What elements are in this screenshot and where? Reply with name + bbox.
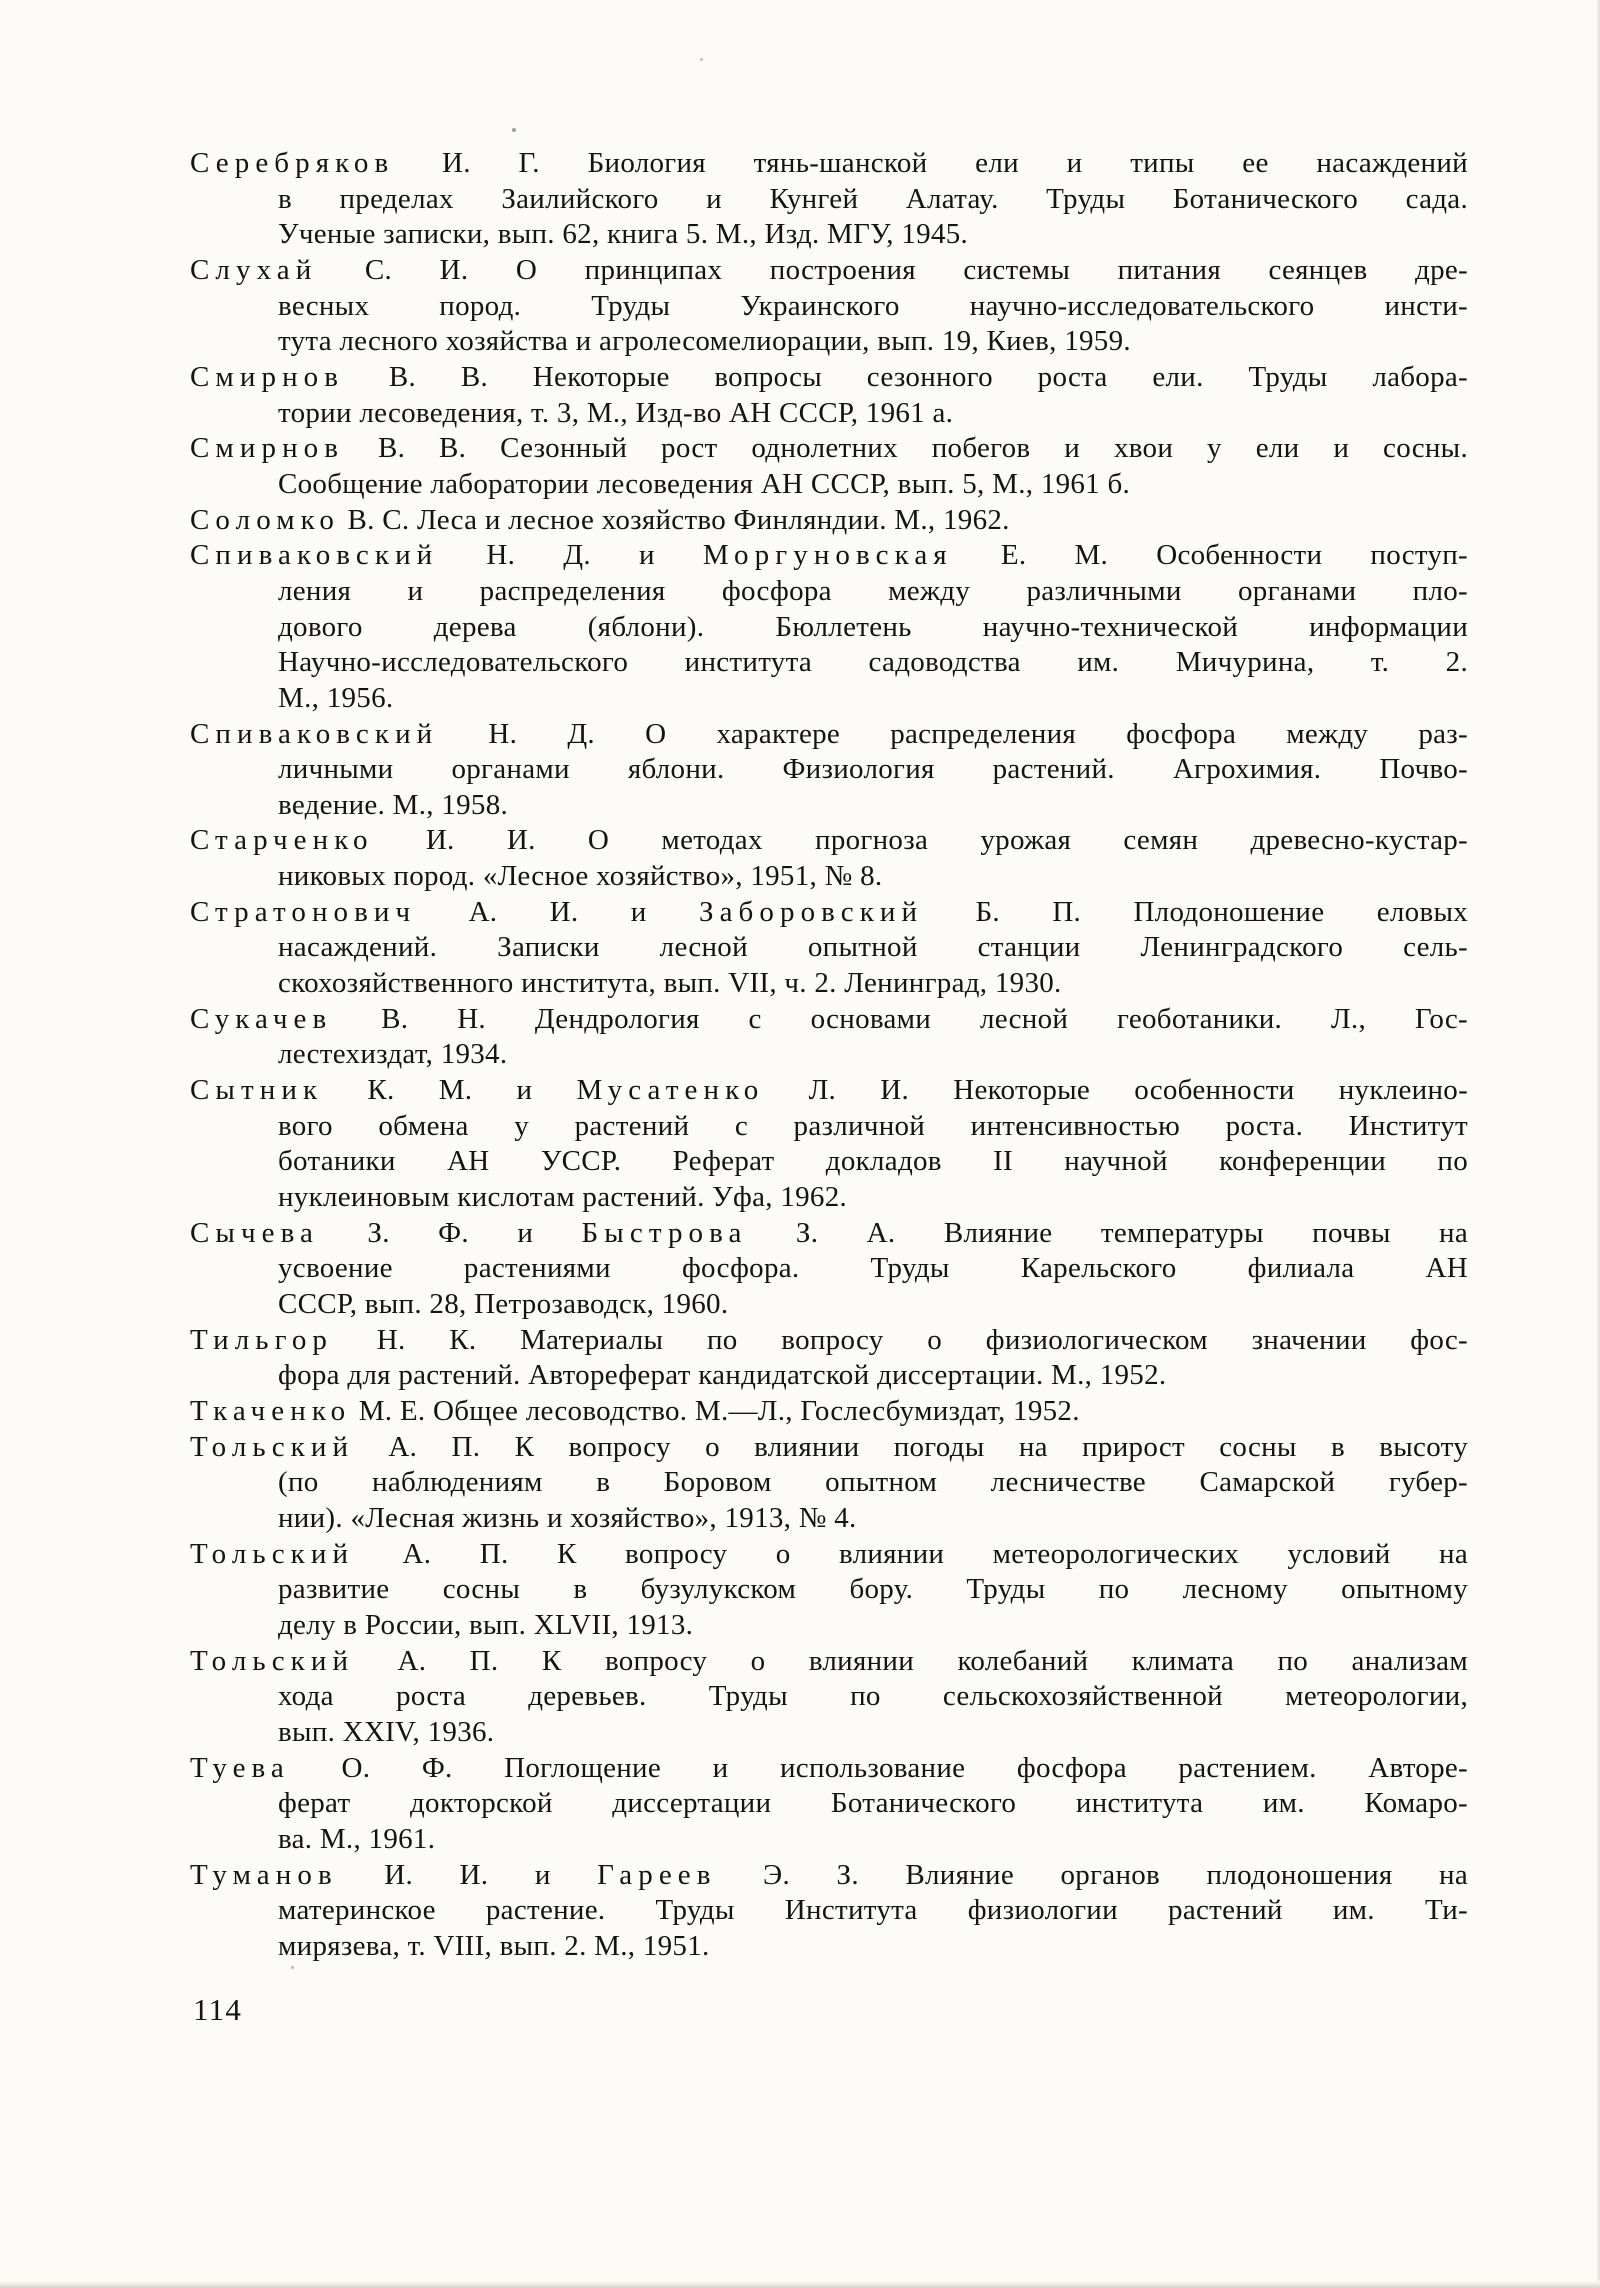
bibliography-entry xyxy=(190,360,1468,431)
author-surname: Тольский xyxy=(190,1430,355,1463)
bibliography-list xyxy=(190,146,1468,1964)
author-surname: Туева xyxy=(190,1751,290,1784)
entry-line: лестехиздат, 1934. xyxy=(278,1038,508,1071)
entry-line: скохозяйственного института, вып. VII, ч. 2. Ленинград, 1930. xyxy=(278,967,1062,1000)
entry-line: в пределах Заилийского и Кунгей Алатау. Труды Ботанического сада. xyxy=(278,182,1468,215)
author-surname: Моргуновская xyxy=(702,539,953,572)
author-surname: Туманов xyxy=(190,1858,338,1891)
author-surname: Ткаченко xyxy=(190,1394,352,1427)
entry-line: личными органами яблони. Физиология растений. Агрохимия. Почво- xyxy=(278,753,1468,786)
entry-line: хода роста деревьев. Труды по сельскохозяйственной метеорологии, xyxy=(278,1680,1468,1713)
entry-line: Ученые записки, вып. 62, книга 5. М., Изд. МГУ, 1945. xyxy=(278,218,969,251)
author-initials: В. В. xyxy=(344,432,467,465)
entry-title-text: Особенности поступ- xyxy=(1156,539,1469,572)
bibliography-entry xyxy=(190,146,1468,253)
author-initials: В. В. xyxy=(344,360,488,393)
bibliography-entry xyxy=(190,1858,1468,1965)
entry-title-text: Леса и лесное хозяйство Финляндии. М., 1962. xyxy=(416,503,1010,536)
entry-first-line xyxy=(190,1002,1468,1038)
author-initials: З. А. xyxy=(747,1216,896,1249)
entry-line: вып. XXIV, 1936. xyxy=(278,1715,495,1748)
entry-line: ведение. М., 1958. xyxy=(278,788,509,821)
author-initials: В. Н. xyxy=(332,1002,486,1035)
entry-first-line xyxy=(190,503,1468,539)
author-initials: Н. Д. и xyxy=(438,539,703,572)
entry-title-text: О характере распределения фосфора между раз- xyxy=(645,717,1468,750)
bibliography-entry xyxy=(190,717,1468,824)
bibliography-entry xyxy=(190,1537,1468,1644)
author-initials: Б. П. xyxy=(923,895,1082,928)
entry-title-text: Влияние органов плодоношения на xyxy=(905,1858,1468,1891)
entry-line: весных пород. Труды Украинского научно-исследовательского инсти- xyxy=(278,289,1468,322)
entry-first-line xyxy=(190,1537,1468,1573)
entry-line: ва. М., 1961. xyxy=(278,1822,436,1855)
scan-edge xyxy=(0,2281,1600,2288)
bibliography-entry xyxy=(190,1002,1468,1073)
entry-first-line xyxy=(190,717,1468,753)
author-surname: Смирнов xyxy=(190,360,345,393)
entry-line: Сообщение лаборатории лесоведения АН СССР, вып. 5, М., 1961 б. xyxy=(278,467,1131,500)
author-initials: А. П. xyxy=(354,1430,481,1463)
entry-line: тории лесоведения, т. 3, М., Изд-во АН СССР, 1961 а. xyxy=(278,396,954,429)
entry-first-line xyxy=(190,823,1468,859)
entry-title-text: Некоторые вопросы сезонного роста ели. Труды лабора- xyxy=(532,360,1468,393)
entry-line: нуклеиновым кислотам растений. Уфа, 1962. xyxy=(278,1181,848,1214)
scan-speck xyxy=(700,58,703,61)
entry-first-line xyxy=(190,895,1468,931)
author-initials: И. И. xyxy=(373,824,536,857)
author-surname: Серебряков xyxy=(190,147,395,179)
entry-first-line xyxy=(190,1216,1468,1252)
bibliography-entry xyxy=(190,538,1468,716)
author-surname: Смирнов xyxy=(190,432,345,465)
entry-line: насаждений. Записки лесной опытной станции Ленинградского сель- xyxy=(278,931,1468,964)
entry-first-line xyxy=(190,1751,1468,1787)
author-initials: Е. М. xyxy=(952,539,1109,572)
bibliography-entry xyxy=(190,1394,1468,1430)
author-initials: В. С. xyxy=(339,503,410,536)
author-surname: Мусатенко xyxy=(576,1074,765,1107)
scan-speck xyxy=(512,128,516,132)
entry-title-text: Материалы по вопросу о физиологическом значении фос- xyxy=(520,1323,1468,1356)
entry-title-text: Поглощение и использование фосфора растением. Авторе- xyxy=(504,1751,1468,1784)
bibliography-entry xyxy=(190,1323,1468,1394)
bibliography-entry xyxy=(190,253,1468,360)
entry-line: нии). «Лесная жизнь и хозяйство», 1913, № 4. xyxy=(278,1501,857,1534)
entry-line: ления и распределения фосфора между различными органами пло- xyxy=(278,574,1468,607)
entry-title-text: Общее лесоводство. М.—Л., Гослесбумиздат, 1952. xyxy=(432,1394,1080,1427)
entry-line: СССР, вып. 28, Петрозаводск, 1960. xyxy=(278,1288,729,1320)
entry-title-text: К вопросу о влиянии метеорологических условий на xyxy=(556,1537,1468,1570)
entry-first-line xyxy=(190,431,1468,467)
entry-first-line xyxy=(190,1644,1468,1680)
author-surname: Гареев xyxy=(597,1858,717,1891)
entry-line: (по наблюдениям в Боровом опытном лесничестве Самарской губер- xyxy=(278,1466,1468,1499)
author-initials: А. П. xyxy=(354,1537,509,1570)
entry-title-text: Сезонный рост однолетних побегов и хвои у ели и сосны. xyxy=(500,432,1468,465)
entry-line: делу в России, вып. XLVII, 1913. xyxy=(278,1608,694,1641)
entry-title-text: К вопросу о влиянии колебаний климата по анализам xyxy=(541,1644,1468,1677)
entry-line: развитие сосны в бузулукском бору. Труды по лесному опытному xyxy=(278,1573,1468,1606)
author-surname: Сытник xyxy=(190,1074,324,1107)
bibliography-entry xyxy=(190,1430,1468,1537)
entry-title-text: Дендрология с основами лесной геоботаники. Л., Гос- xyxy=(534,1002,1468,1035)
entry-line: усвоение растениями фосфора. Труды Карельского филиала АН xyxy=(278,1252,1468,1285)
entry-first-line xyxy=(190,146,1468,182)
entry-first-line xyxy=(190,1073,1468,1109)
author-surname: Тильгор xyxy=(190,1323,334,1356)
scan-edge xyxy=(1596,0,1600,2288)
entry-first-line xyxy=(190,360,1468,396)
entry-first-line xyxy=(190,1394,1468,1430)
author-surname: Слухай xyxy=(190,253,318,286)
entry-first-line xyxy=(190,538,1468,574)
entry-line: мирязева, т. VIII, вып. 2. М., 1951. xyxy=(278,1929,710,1962)
entry-line: М., 1956. xyxy=(278,681,394,714)
entry-title-text: Биология тянь-шанской ели и типы ее насаждений xyxy=(587,147,1468,179)
bibliography-entry xyxy=(190,503,1468,539)
author-surname: Сычева xyxy=(190,1216,320,1249)
page-number: 114 xyxy=(193,1992,243,2027)
entry-first-line xyxy=(190,1323,1468,1359)
entry-line: никовых пород. «Лесное хозяйство», 1951, № 8. xyxy=(278,860,883,893)
author-surname: Заборовский xyxy=(698,895,924,928)
author-surname: Тольский xyxy=(190,1644,355,1677)
bibliography-entry xyxy=(190,431,1468,502)
entry-title-text: О методах прогноза урожая семян древесно-кустар- xyxy=(587,824,1468,857)
author-initials: С. И. xyxy=(317,253,469,286)
author-surname: Спиваковский xyxy=(190,717,439,750)
author-initials: М. Е. xyxy=(351,1394,426,1427)
author-initials: Н. Д. xyxy=(438,717,595,750)
entry-title-text: Некоторые особенности нуклеино- xyxy=(953,1074,1469,1107)
author-surname: Старченко xyxy=(190,824,374,857)
bibliography-entry xyxy=(190,823,1468,894)
entry-first-line xyxy=(190,253,1468,289)
entry-title-text: Влияние температуры почвы на xyxy=(943,1216,1468,1249)
entry-title-text: О принципах построения системы питания сеянцев дре- xyxy=(515,253,1469,286)
entry-line: тута лесного хозяйства и агролесомелиорации, вып. 19, Киев, 1959. xyxy=(278,325,1131,358)
author-initials: Н. К. xyxy=(333,1323,477,1356)
entry-line: вого обмена у растений с различной интенсивностью роста. Институт xyxy=(278,1109,1468,1142)
entry-line: ботаники АН УССР. Реферат докладов II научной конференции по xyxy=(278,1145,1468,1178)
author-surname: Соломко xyxy=(190,503,340,536)
scan-speck xyxy=(291,1966,294,1969)
author-surname: Спиваковский xyxy=(190,539,439,572)
author-initials: И. Г. xyxy=(394,147,540,179)
bibliography-entry xyxy=(190,1073,1468,1216)
entry-line: дового дерева (яблони). Бюллетень научно-технической информации xyxy=(278,610,1468,643)
entry-line: Научно-исследовательского института садоводства им. Мичурина, т. 2. xyxy=(278,646,1468,679)
entry-line: ферат докторской диссертации Ботанического института им. Комаро- xyxy=(278,1787,1468,1820)
bibliography-entry xyxy=(190,895,1468,1002)
entry-line: материнское растение. Труды Института физиологии растений им. Ти- xyxy=(278,1894,1468,1927)
author-surname: Стратонович xyxy=(190,895,417,928)
author-initials: Э. З. xyxy=(716,1858,859,1891)
bibliography-entry xyxy=(190,1644,1468,1751)
author-surname: Быстрова xyxy=(581,1216,748,1249)
bibliography-entry xyxy=(190,1216,1468,1323)
author-surname: Сукачев xyxy=(190,1002,333,1035)
author-initials: А. П. xyxy=(354,1644,499,1677)
author-initials: А. И. и xyxy=(416,895,699,928)
author-surname: Тольский xyxy=(190,1537,355,1570)
bibliography-entry xyxy=(190,1751,1468,1858)
author-initials: З. Ф. и xyxy=(319,1216,582,1249)
entry-title-text: К вопросу о влиянии погоды на прирост сосны в высоту xyxy=(514,1430,1468,1463)
entry-title-text: Плодоношение еловых xyxy=(1133,895,1469,928)
author-initials: Л. И. xyxy=(764,1074,910,1107)
entry-line: фора для растений. Автореферат кандидатской диссертации. М., 1952. xyxy=(278,1359,1167,1392)
entry-first-line xyxy=(190,1430,1468,1466)
author-initials: И. И. и xyxy=(337,1858,598,1891)
author-initials: О. Ф. xyxy=(289,1751,453,1784)
author-initials: К. М. и xyxy=(323,1074,577,1107)
entry-first-line xyxy=(190,1858,1468,1894)
